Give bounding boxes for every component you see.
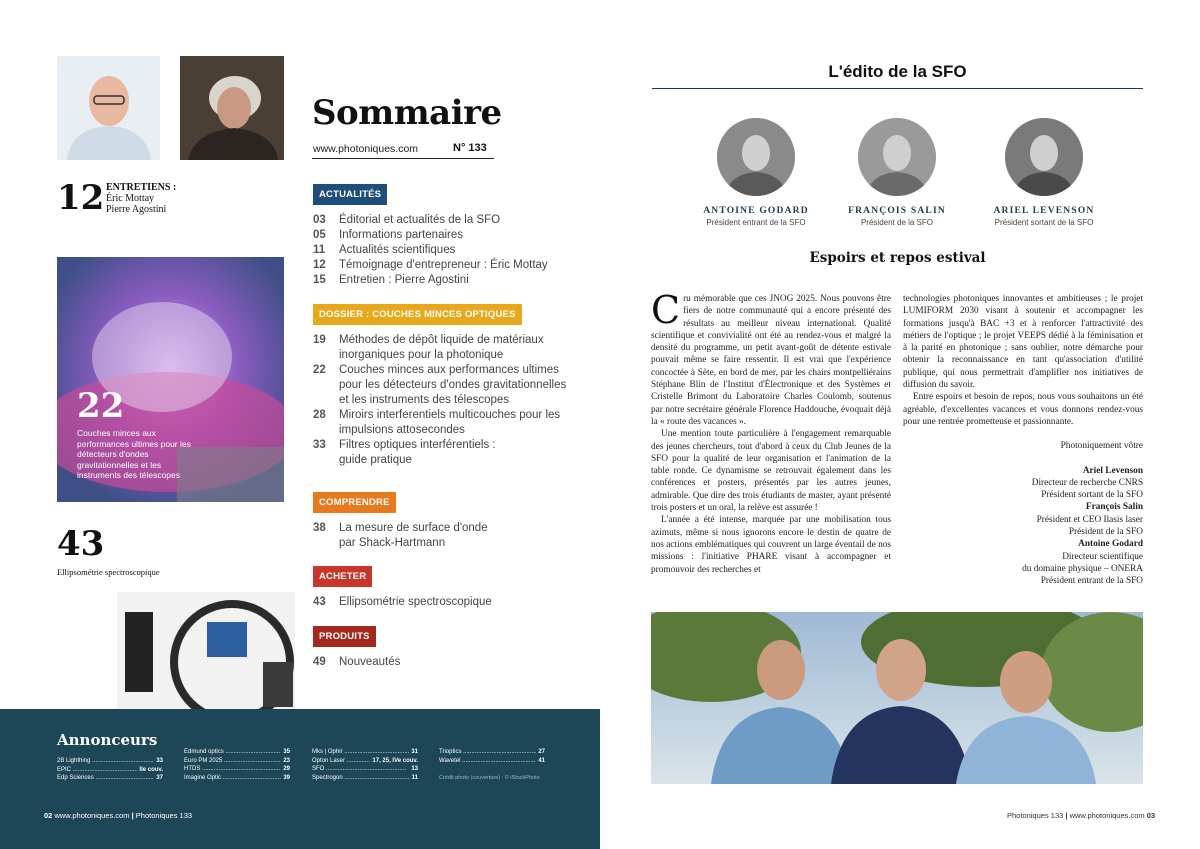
advertiser-page: 27 xyxy=(538,749,545,755)
editor-portrait xyxy=(1005,118,1083,196)
photo-credit: Crédit photo (couverture) : © iStockPhoto xyxy=(439,775,540,781)
toc-item-line: Nouveautés xyxy=(339,656,401,668)
portrait-pierre-agostini xyxy=(180,56,284,160)
toc-item-title xyxy=(339,273,573,288)
advertiser-entry[interactable] xyxy=(184,757,290,766)
toc-item-title xyxy=(339,243,573,258)
feature-43-number: 43 xyxy=(57,524,105,564)
editor-role: Président entrant de la SFO xyxy=(706,218,806,227)
feature-22-caption: Couches minces aux performances ultimes pour les détecteurs d'ondes gravitationnelles et les instruments des télescopes xyxy=(77,428,191,480)
site-url[interactable]: www.photoniques.com xyxy=(313,143,419,155)
edito-paragraph-4: technologies photoniques innovantes et ambitieuses ; le projet LUMIFORM 2030 visant à soutenir et accompagner les formations jusqu'à BAC +3 et à renforcer l'attractivité des métiers de l'optique ; le projet VEEPS dédié à la féminisation et à la parité en photonique ; sans oublier, notre démarche pour obtenir la reconnaissance en tant qu'association d'utilité publique, qui nous permettrait d'amplifier nos initiatives de diffusion du savoir. xyxy=(903,294,1143,391)
signature-line: Directeur scientifique xyxy=(1062,551,1143,562)
drop-cap: C xyxy=(651,288,681,332)
toc-item-page: 12 xyxy=(313,259,326,271)
advertiser-name: Trioptics ..... xyxy=(439,748,536,757)
toc-item-line: pour les détecteurs d'ondes gravitationnelles xyxy=(339,379,567,391)
toc-item-title xyxy=(339,363,573,408)
toc-section xyxy=(313,626,573,670)
advertiser-page: 23 xyxy=(283,757,290,764)
toc-item-line: Actualités scientifiques xyxy=(339,244,456,256)
advertiser-name: EPIC ..... xyxy=(57,766,137,775)
toc-item-line: Couches minces aux performances ultimes xyxy=(339,364,559,376)
toc-item-line: La mesure de surface d'onde xyxy=(339,522,488,534)
editor-portrait xyxy=(717,118,795,196)
feature-43-image[interactable] xyxy=(117,592,295,710)
toc-item-page: 33 xyxy=(313,439,326,451)
toc-item-page: 05 xyxy=(313,229,326,241)
advertiser-page: 37 xyxy=(156,775,163,781)
advertisers-band xyxy=(0,709,600,849)
signature-line: Président sortant de la SFO xyxy=(1041,490,1143,501)
footer-right-page-number: 03 xyxy=(1146,811,1156,820)
advertiser-page: IIe couv. xyxy=(139,766,163,773)
advertisers-column xyxy=(312,748,418,782)
toc-item-line: par Shack-Hartmann xyxy=(339,537,446,549)
toc-item[interactable] xyxy=(313,438,573,468)
interview-page-number: 12 xyxy=(57,178,105,218)
toc-item-line: Témoignage d'entrepreneur : Éric Mottay xyxy=(339,259,548,271)
toc-item-line: Entretien : Pierre Agostini xyxy=(339,274,469,286)
advertiser-entry[interactable] xyxy=(312,774,418,783)
toc-item-page: 49 xyxy=(313,656,326,668)
edito-header-rule xyxy=(652,88,1143,89)
signature-block xyxy=(903,501,1143,538)
editor-caption xyxy=(686,206,826,227)
edito-column-2 xyxy=(903,293,1143,588)
toc-item-title xyxy=(339,408,573,438)
feature-22-number: 22 xyxy=(77,386,125,426)
toc-item[interactable] xyxy=(313,655,573,670)
footer-right-site: www.photoniques.com xyxy=(1069,811,1145,820)
toc-item[interactable] xyxy=(313,408,573,438)
advertiser-entry[interactable] xyxy=(57,774,163,783)
advertisers-column xyxy=(184,748,290,782)
toc-item-line: Éditorial et actualités de la SFO xyxy=(339,214,501,226)
toc-item-line: et les instruments des télescopes xyxy=(339,394,510,406)
portrait-eric-mottay xyxy=(57,56,160,160)
toc-item-title xyxy=(339,655,573,670)
toc-section-label[interactable]: ACHETER xyxy=(313,566,372,587)
editor-name: ANTOINE GODARD xyxy=(703,206,809,216)
toc-item[interactable] xyxy=(313,333,573,363)
toc-item[interactable] xyxy=(313,595,573,610)
toc-item-page: 11 xyxy=(313,244,326,256)
footer-mag: Photoniques 133 xyxy=(135,811,193,820)
advertiser-page: 41 xyxy=(538,757,545,764)
advertiser-name: Mks | Ophir ..... xyxy=(312,748,409,757)
footer-left xyxy=(44,811,192,820)
feature-43-caption: Ellipsométrie spectroscopique xyxy=(57,567,160,577)
toc-item-page: 28 xyxy=(313,409,326,421)
toc-item-title xyxy=(339,258,573,273)
edito-paragraph-5: Entre espoirs et besoin de repos, nous vous souhaitons un été agréable, d'excellentes vacances et vous donnons rendez-vous pour une rentrée prometteuse et passionnante. xyxy=(903,392,1143,427)
toc-item-line: Miroirs interferentiels multicouches pour les xyxy=(339,409,561,421)
toc-item-title xyxy=(339,213,573,228)
toc-item-line: inorganiques pour la photonique xyxy=(339,349,504,361)
advertiser-page: 13 xyxy=(411,766,418,772)
signature-line: Président de la SFO xyxy=(1068,527,1143,538)
toc-section xyxy=(313,304,573,468)
footer-page-number: 02 xyxy=(44,811,53,820)
edito-paragraph-2: Une mention toute particulière à l'engagement remarquable des jeunes chercheurs, tout d'abord à ceux du Club Jeunes de la SFO pour la qualité de leur organisation et l'animation de la table ronde. Ce dynamisme se retrouvait également dans les conférences et posters, présentés par les autres jeunes, admirable. Que dire des trois étudiants de master, ayant présenté trois posters et un oral, la relève est assurée ! xyxy=(651,429,891,514)
advertiser-page: 29 xyxy=(283,766,290,772)
advertisers-column xyxy=(57,757,163,783)
advertiser-entry[interactable] xyxy=(184,748,290,757)
advertiser-page: 33 xyxy=(156,758,163,764)
toc-item[interactable] xyxy=(313,258,573,273)
advertiser-page: 17, 25, IVe couv. xyxy=(372,757,418,764)
editor-name: ARIEL LEVENSON xyxy=(993,206,1095,216)
signature-name: François Salin xyxy=(1085,502,1143,513)
toc-item-title xyxy=(339,521,573,551)
advertiser-entry[interactable] xyxy=(439,748,545,757)
edito-paragraph-3: L'année a été intense, marquée par une mobilisation tous azimuts, même si nous ignorons encore le destin de quatre de nos actions emblématiques qui couvrent un large éventail de nos missions : l'initiative PHARE visant à accompagner et promouvoir des recherches et xyxy=(651,515,891,575)
group-photo[interactable] xyxy=(651,612,1143,784)
toc-item-page: 22 xyxy=(313,364,326,376)
footer-right-mag: Photoniques 133 xyxy=(1007,811,1064,820)
signature-line: Directeur de recherche CNRS xyxy=(1031,477,1143,488)
interview-heading: ENTRETIENS : xyxy=(106,182,177,193)
signature-block xyxy=(903,465,1143,502)
toc-item-line: Informations partenaires xyxy=(339,229,464,241)
toc-item-title xyxy=(339,228,573,243)
signature-block xyxy=(903,538,1143,587)
advertiser-name: Opton Laser ..... xyxy=(312,757,370,766)
advertisers-title: Annonceurs xyxy=(57,731,158,749)
advertiser-name: Euro PM 2025 ..... xyxy=(184,757,281,766)
toc-item-line: impulsions attosecondes xyxy=(339,424,465,436)
interview-name-1: Éric Mottay xyxy=(106,193,155,204)
toc-item[interactable] xyxy=(313,521,573,551)
advertisers-column xyxy=(439,748,545,765)
toc-item-title xyxy=(339,438,573,468)
editor-caption xyxy=(974,206,1114,227)
toc-section xyxy=(313,492,573,551)
advertiser-name: Edmund optics ..... xyxy=(184,748,281,757)
edito-paragraph-1 xyxy=(651,288,891,428)
interview-name-2: Pierre Agostini xyxy=(106,204,167,215)
closing: Photoniquement vôtre xyxy=(1060,441,1143,452)
signature-name: Antoine Godard xyxy=(1078,539,1143,550)
signature-name: Ariel Levenson xyxy=(1082,465,1143,476)
edito-header: L'édito de la SFO xyxy=(828,62,967,81)
advertiser-entry[interactable] xyxy=(184,765,290,774)
advertiser-name: Imagine Optic ..... xyxy=(184,774,281,783)
toc-item[interactable] xyxy=(313,243,573,258)
toc-item-line: Filtres optiques interférentiels : xyxy=(339,439,496,451)
advertiser-page: 11 xyxy=(411,774,418,781)
toc-item-page: 19 xyxy=(313,334,326,346)
footer-separator: | xyxy=(131,811,136,820)
toc-item-page: 03 xyxy=(313,214,326,226)
toc-section-label[interactable]: ACTUALITÉS xyxy=(313,184,387,205)
advertiser-name: Edp Sciences ..... xyxy=(57,774,154,783)
advertiser-entry[interactable] xyxy=(312,757,418,766)
advertiser-entry[interactable] xyxy=(57,757,163,766)
advertiser-page: 31 xyxy=(411,749,418,755)
toc-item-title xyxy=(339,333,573,363)
toc-section xyxy=(313,184,573,288)
toc-item-page: 43 xyxy=(313,596,326,608)
toc-item-line: guide pratique xyxy=(339,454,412,466)
advertiser-page: 35 xyxy=(283,749,290,755)
advertiser-name: 2B Lighthing ..... xyxy=(57,757,154,766)
advertiser-entry[interactable] xyxy=(312,748,418,757)
editor-portrait xyxy=(858,118,936,196)
signature-line: du domaine physique – ONERA xyxy=(1022,563,1143,574)
edito-column-1 xyxy=(651,288,891,576)
toc-section-label[interactable]: DOSSIER : COUCHES MINCES OPTIQUES xyxy=(313,304,522,325)
toc-item-page: 38 xyxy=(313,522,326,534)
edito-paragraph-1-text: ru mémorable que ces JNOG 2025. Nous pouvons être fiers de notre communauté qui a encore présenté des résultats au meilleur niveau international. Qualité scientifique et convivialité ont été au rendez-vous et malgré la densité du programme, un petit avant-goût de détente estivale pouvait même se faire ressentir. Il est vrai que l'expérience concoctée à Sète, en bord de mer, par les chairs montpelliérains Stéphane Blin de l'Institut d'Électronique et des Systèmes et Cristelle Brimont du Laboratoire Charles Coulomb, soutenus par notre secrétaire générale Florence Haddouche, évoquait déjà la « route des vacances ». xyxy=(651,294,891,427)
signature-line: Président et CEO Ilasis laser xyxy=(1036,514,1143,525)
toc-item[interactable] xyxy=(313,273,573,288)
footer-right xyxy=(1007,811,1155,820)
advertiser-name: SFO ..... xyxy=(312,765,406,774)
advertiser-name: HTDS ..... xyxy=(184,765,281,774)
toc-item-line: Ellipsométrie spectroscopique xyxy=(339,596,492,608)
title-rule xyxy=(312,158,494,159)
toc-item-title xyxy=(339,595,573,610)
editor-name: FRANÇOIS SALIN xyxy=(848,206,946,216)
editor-role: Président sortant de la SFO xyxy=(994,218,1094,227)
signature-line: Président entrant de la SFO xyxy=(1040,576,1143,587)
interview-label xyxy=(106,182,176,215)
advertiser-name: Wavetel ..... xyxy=(439,757,536,766)
toc-section xyxy=(313,566,573,610)
toc-item-page: 15 xyxy=(313,274,326,286)
advertiser-name: Spectrogon ..... xyxy=(312,774,410,783)
footer-site: www.photoniques.com xyxy=(54,811,130,820)
editor-caption xyxy=(827,206,967,227)
toc-item[interactable] xyxy=(313,228,573,243)
advertiser-entry[interactable] xyxy=(439,757,545,766)
footer-right-separator: | xyxy=(1065,811,1070,820)
advertiser-page: 39 xyxy=(283,774,290,781)
page-title: Sommaire xyxy=(312,93,502,133)
article-title: Espoirs et repos estival xyxy=(809,250,986,266)
toc-item[interactable] xyxy=(313,363,573,408)
toc-item[interactable] xyxy=(313,213,573,228)
advertiser-entry[interactable] xyxy=(184,774,290,783)
issue-number: N° 133 xyxy=(453,142,487,154)
editor-role: Président de la SFO xyxy=(860,218,934,227)
toc-section-label[interactable]: PRODUITS xyxy=(313,626,376,647)
advertiser-entry[interactable] xyxy=(312,765,418,774)
advertiser-entry[interactable] xyxy=(57,766,163,775)
toc-section-label[interactable]: COMPRENDRE xyxy=(313,492,396,513)
toc-item-line: Méthodes de dépôt liquide de matériaux xyxy=(339,334,544,346)
